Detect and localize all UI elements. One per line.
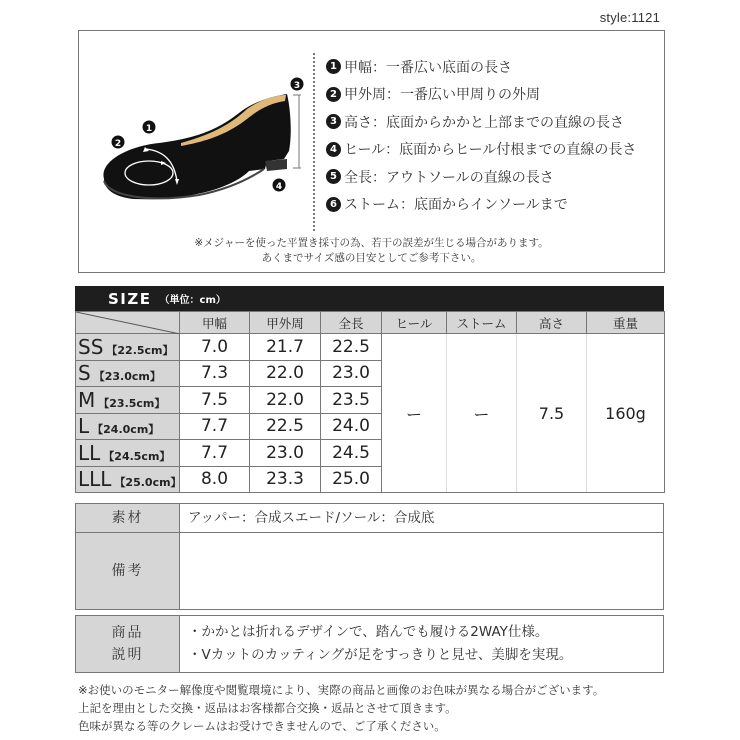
description-label: [76, 616, 180, 673]
material-label: 素材: [76, 504, 180, 533]
column-header: 重量: [587, 312, 665, 334]
size-grid: [75, 311, 665, 493]
size-cm: 【24.0cm】: [92, 423, 160, 437]
material-value: アッパー：合成スエード/ソール：合成底: [180, 504, 664, 533]
material-table: [75, 503, 664, 610]
column-header: ストーム: [447, 312, 517, 334]
note-line: ※メジャーを使った平置き採寸の為、若干の誤差が生じる場合があります。: [194, 237, 549, 249]
measurement-note: [79, 236, 664, 266]
material-row: [76, 504, 664, 533]
number-badge-icon: 2: [326, 87, 341, 102]
size-cm: 【25.0cm】: [114, 476, 182, 490]
svg-text:1: 1: [145, 124, 153, 134]
dotted-divider: [313, 53, 315, 231]
width-cell: 8.0: [180, 466, 250, 493]
measurement-guide: [78, 30, 665, 273]
legend-item: [326, 81, 636, 109]
heel-cell: ー: [382, 334, 447, 493]
size-unit: （単位：cm）: [159, 295, 226, 306]
length-cell: 23.5: [321, 387, 382, 414]
legend-item: [326, 108, 636, 136]
disclaimer-line: 色味が異なる等のクレームはお受けできませんので、ご了承ください。: [78, 719, 446, 733]
size-label: [76, 413, 180, 440]
length-cell: 24.5: [321, 440, 382, 467]
storm-cell: ー: [447, 334, 517, 493]
girth-cell: 22.0: [250, 360, 321, 387]
style-code: style:1121: [599, 10, 660, 25]
description-table: [75, 615, 664, 673]
size-cm: 【23.5cm】: [98, 396, 166, 410]
width-cell: 7.0: [180, 334, 250, 361]
size-title: SIZE: [108, 289, 152, 308]
legend-item: [326, 136, 636, 164]
number-badge-icon: 1: [326, 59, 341, 74]
width-cell: 7.7: [180, 413, 250, 440]
description-label-line: 説明: [111, 647, 144, 663]
girth-cell: 23.0: [250, 440, 321, 467]
svg-text:2: 2: [114, 139, 122, 149]
size-label: [76, 440, 180, 467]
column-header: 甲幅: [180, 312, 250, 334]
svg-text:3: 3: [293, 81, 301, 91]
note-line: あくまでサイズ感の目安としてご参考下さい。: [261, 252, 482, 264]
disclaimer-line: 上記を理由とした交換・返品はお客様都合交換・返品とさせて頂きます。: [78, 701, 457, 715]
remarks-value: [180, 533, 664, 610]
girth-cell: 23.3: [250, 466, 321, 493]
description-point: ・かかとは折れるデザインで、踏んでも履ける2WAY仕様。: [188, 624, 549, 640]
legend-item: [326, 163, 636, 191]
size-table: [75, 286, 664, 493]
length-cell: 22.5: [321, 334, 382, 361]
girth-cell: 22.0: [250, 387, 321, 414]
svg-text:4: 4: [275, 182, 283, 192]
size-code: LL: [78, 440, 101, 465]
disclaimer-notes: [78, 681, 604, 735]
size-cm: 【22.5cm】: [106, 343, 174, 357]
description-point: ・Vカットのカッティングが足をすっきりと見せ、美脚を実現。: [188, 647, 573, 663]
legend-item: [326, 191, 636, 219]
shoe-image: [89, 51, 309, 231]
legend-item: [326, 53, 636, 81]
remarks-row: [76, 533, 664, 610]
girth-cell: 21.7: [250, 334, 321, 361]
size-label: [76, 360, 180, 387]
column-header: 高さ: [517, 312, 587, 334]
size-cm: 【23.0cm】: [93, 370, 161, 384]
measurement-legend: [326, 53, 636, 218]
height-cell: 7.5: [517, 334, 587, 493]
legend-text: ストーム：底面からインソールまで: [344, 197, 568, 214]
number-badge-icon: 5: [326, 169, 341, 184]
width-cell: 7.3: [180, 360, 250, 387]
description-value: [180, 616, 664, 673]
description-row: [76, 616, 664, 673]
length-cell: 24.0: [321, 413, 382, 440]
legend-text: 高さ：底面からかかと上部までの直線の長さ: [344, 114, 624, 131]
column-header: 全長: [321, 312, 382, 334]
shoe-illustration-icon: [89, 51, 309, 231]
remarks-label: 備考: [76, 533, 180, 610]
size-label: [76, 334, 180, 361]
number-badge-icon: 3: [326, 114, 341, 129]
girth-cell: 22.5: [250, 413, 321, 440]
legend-text: 全長：アウトソールの直線の長さ: [344, 169, 554, 186]
weight-cell: 160g: [587, 334, 665, 493]
size-code: S: [78, 361, 91, 386]
width-cell: 7.5: [180, 387, 250, 414]
length-cell: 25.0: [321, 466, 382, 493]
size-code: LLL: [78, 467, 112, 492]
size-code: SS: [78, 334, 104, 359]
legend-text: ヒール：底面からヒール付根までの直線の長さ: [344, 142, 637, 159]
number-badge-icon: 6: [326, 197, 341, 212]
length-cell: 23.0: [321, 360, 382, 387]
column-header: 甲外周: [250, 312, 321, 334]
size-code: M: [78, 387, 96, 412]
size-code: L: [78, 414, 90, 439]
size-table-header-bar: [75, 286, 664, 311]
size-cm: 【24.5cm】: [103, 449, 171, 463]
disclaimer-line: ※お使いのモニター解像度や閲覧環境により、実際の商品と画像のお色味が異なる場合がございます。: [78, 683, 605, 697]
corner-cell: [76, 312, 180, 334]
header-row: [76, 312, 665, 334]
legend-text: 甲幅：一番広い底面の長さ: [344, 59, 512, 76]
number-badge-icon: 4: [326, 142, 341, 157]
description-label-line: 商品: [111, 625, 144, 641]
column-header: ヒール: [382, 312, 447, 334]
size-label: [76, 387, 180, 414]
table-row: [76, 334, 665, 361]
width-cell: 7.7: [180, 440, 250, 467]
size-label: [76, 466, 180, 493]
legend-text: 甲外周：一番広い甲周りの外周: [344, 87, 540, 104]
